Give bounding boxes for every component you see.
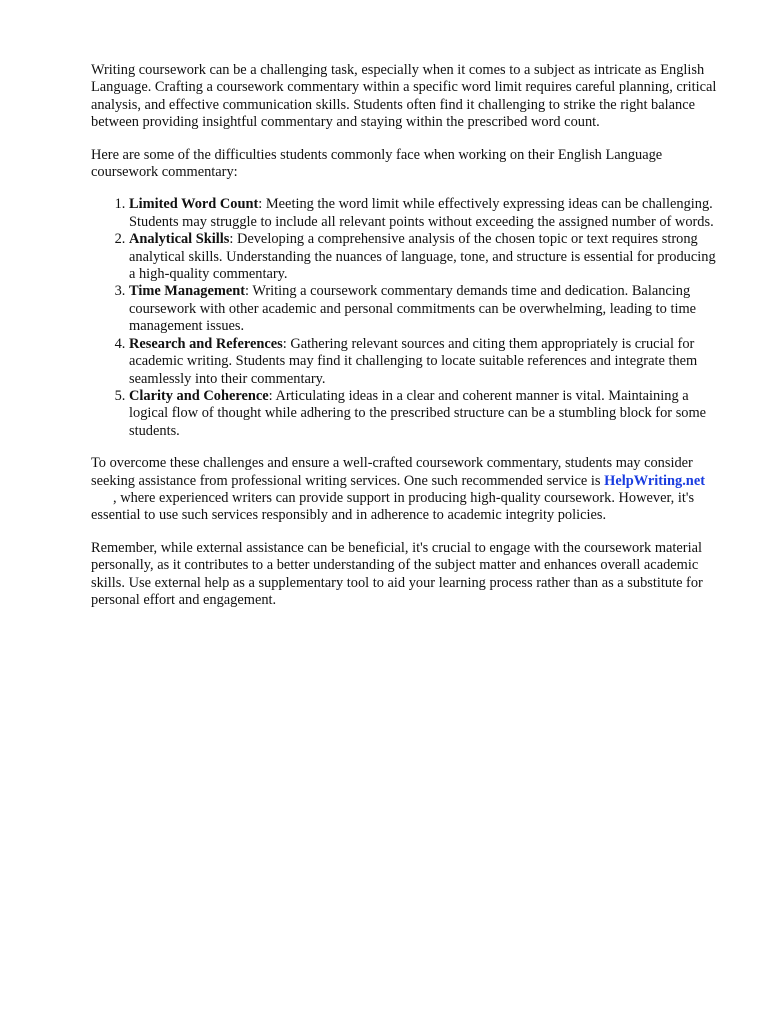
list-item	[129, 231, 721, 283]
list-item-term: Time Management	[129, 283, 246, 300]
overcome-text-before: To overcome these challenges and ensure a well-crafted coursework commentary, students may consider seeking assistance from professional writing services. One such recommended service is	[91, 455, 693, 489]
list-item-separator: :	[245, 283, 250, 300]
list-item-separator: :	[258, 196, 263, 213]
list-item	[129, 388, 721, 440]
list-item-separator: :	[229, 231, 234, 248]
helpwriting-link[interactable]: HelpWriting.net	[604, 472, 705, 489]
list-item-separator: :	[282, 335, 287, 352]
list-item	[129, 283, 721, 335]
list-item-text: Articulating ideas in a clear and coherent manner is vital. Maintaining a logical flow of thought while adhering to the prescribed structure can be a stumbling block for some students.	[129, 387, 707, 439]
list-item-text: Developing a comprehensive analysis of the chosen topic or text requires strong analytical skills. Understanding the nuances of language, tone, and structure is essential for producing a high-quality commentary.	[129, 231, 716, 283]
overcome-paragraph	[91, 455, 721, 525]
list-item	[129, 196, 721, 231]
list-item	[129, 336, 721, 388]
list-item-term: Clarity and Coherence	[129, 387, 269, 404]
difficulties-list	[91, 196, 721, 440]
document-page	[91, 62, 721, 624]
closing-paragraph: Remember, while external assistance can be beneficial, it's crucial to engage with the coursework material personally, as it contributes to a better understanding of the subject matter and enhances overall academic skills. Use external help as a supplementary tool to aid your learning process rather than as a substitute for personal effort and engagement.	[91, 539, 703, 608]
list-item-text: Writing a coursework commentary demands time and dedication. Balancing coursework with other academic and personal commitments can be overwhelming, leading to time management issues.	[129, 283, 697, 335]
list-item-text: Gathering relevant sources and citing them appropriately is crucial for academic writing. Students may find it challenging to locate suitable references and integrate them seamlessly into their commentary.	[129, 335, 698, 387]
list-item-term: Analytical Skills	[129, 231, 230, 248]
intro-paragraph: Writing coursework can be a challenging task, especially when it comes to a subject as intricate as English Language. Crafting a coursework commentary within a specific word limit requires careful planning, critical analysis, and effective communication skills. Students often find it challenging to strike the right balance between providing insightful commentary and staying within the prescribed word count.	[91, 62, 717, 131]
list-item-term: Limited Word Count	[129, 196, 259, 213]
lead-paragraph: Here are some of the difficulties students commonly face when working on their English Language coursework commentary:	[91, 146, 663, 181]
overcome-text-after: , where experienced writers can provide support in producing high-quality coursework. However, it's essential to use such services responsibly and in adherence to academic integrity policies.	[91, 489, 695, 524]
list-item-text: Meeting the word limit while effectively expressing ideas can be challenging. Students may struggle to include all relevant points without exceeding the assigned number of words.	[129, 196, 714, 230]
list-item-term: Research and References	[129, 335, 283, 352]
list-item-separator: :	[268, 387, 273, 404]
